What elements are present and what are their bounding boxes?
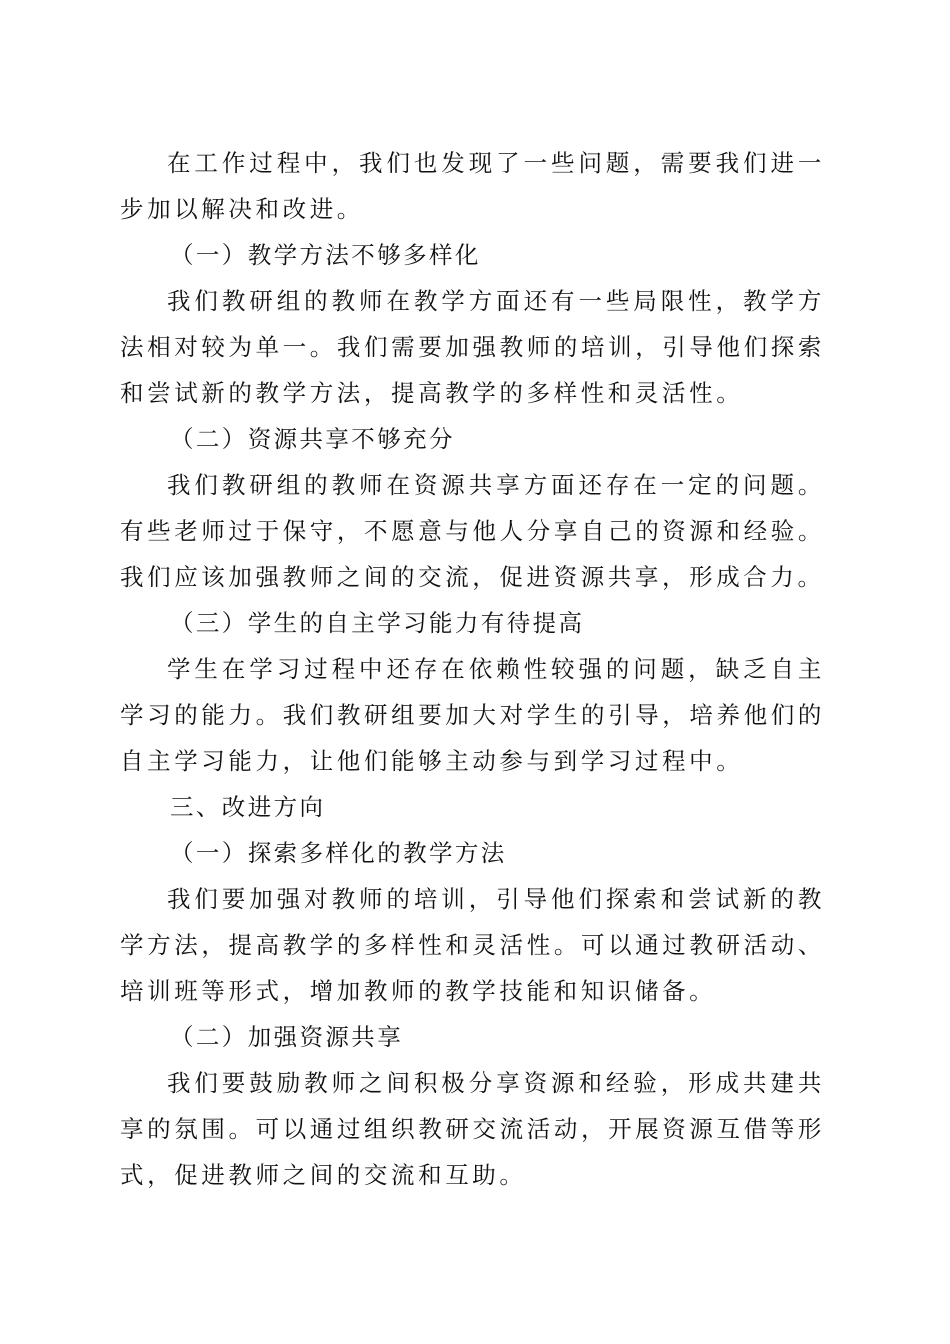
- problem-3-heading: （三）学生的自主学习能力有待提高: [170, 609, 585, 637]
- problem-3-paragraph: 学生在学习过程中还存在依赖性较强的问题，缺乏自主学习的能力。我们教研组要加大对学生的引导，培养他们的自主学习能力，让他们能够主动参与到学习过程中。: [120, 655, 825, 775]
- section-title: 三、改进方向: [170, 793, 326, 821]
- problem-2-paragraph: 我们教研组的教师在资源共享方面还存在一定的问题。有些老师过于保守，不愿意与他人分享自己的资源和经验。我们应该加强教师之间的交流，促进资源共享，形成合力。: [120, 471, 825, 591]
- document-body: [120, 140, 825, 1198]
- intro-paragraph: 在工作过程中，我们也发现了一些问题，需要我们进一步加以解决和改进。: [120, 149, 825, 223]
- problem-1-paragraph: 我们教研组的教师在教学方面还有一些局限性，教学方法相对较为单一。我们需要加强教师的培训，引导他们探索和尝试新的教学方法，提高教学的多样性和灵活性。: [120, 287, 825, 407]
- problem-2-heading: （二）资源共享不够充分: [170, 425, 455, 453]
- problem-1-heading: （一）教学方法不够多样化: [170, 241, 481, 269]
- direction-1-heading: （一）探索多样化的教学方法: [170, 839, 507, 867]
- direction-2-heading: （二）加强资源共享: [170, 1023, 404, 1051]
- direction-2-paragraph: 我们要鼓励教师之间积极分享资源和经验，形成共建共享的氛围。可以通过组织教研交流活动，开展资源互借等形式，促进教师之间的交流和互助。: [120, 1069, 825, 1189]
- direction-1-paragraph: 我们要加强对教师的培训，引导他们探索和尝试新的教学方法，提高教学的多样性和灵活性。可以通过教研活动、培训班等形式，增加教师的教学技能和知识储备。: [120, 885, 825, 1005]
